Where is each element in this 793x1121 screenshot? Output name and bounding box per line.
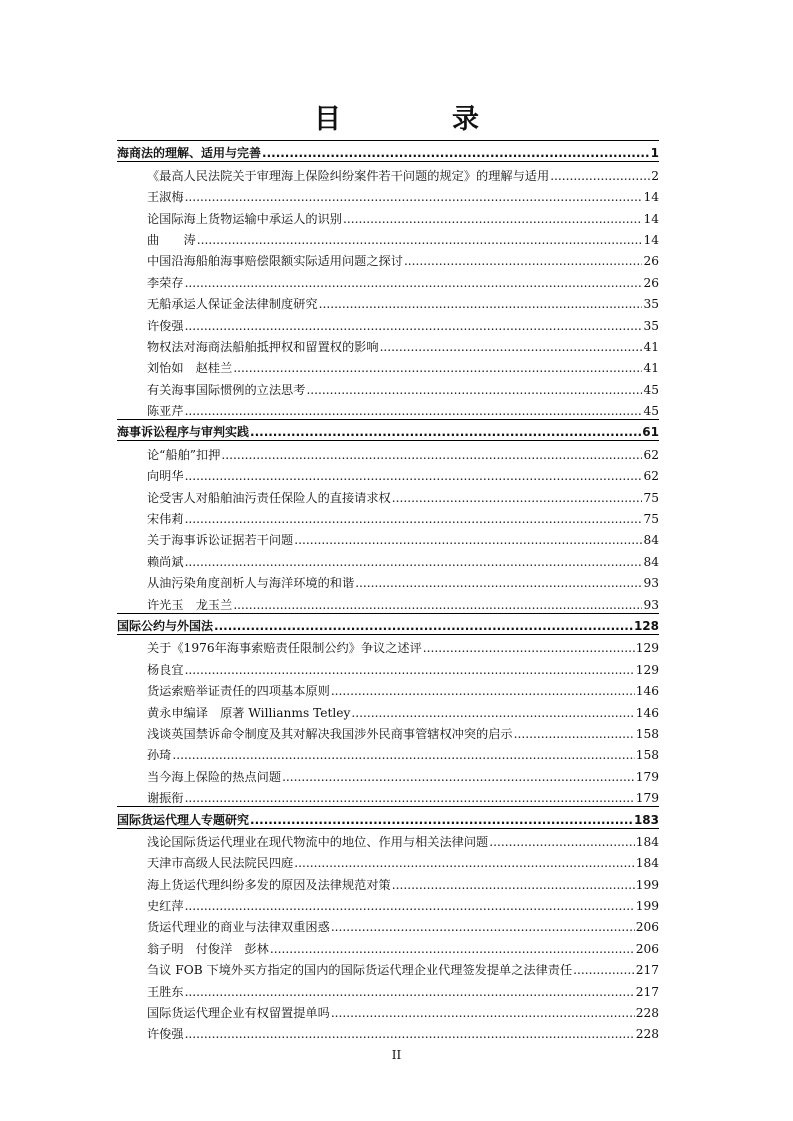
toc-entry-text: 陈亚芹 [147, 404, 184, 419]
toc-page-number: 158 [635, 726, 659, 741]
toc-page-number: 35 [643, 318, 659, 333]
toc-entry-text: 论国际海上货物运输中承运人的识别 [147, 211, 342, 226]
toc-page-number: 206 [635, 941, 659, 956]
toc-entry-text: 王胜东 [147, 984, 184, 999]
toc-page-number: 146 [635, 705, 659, 720]
toc-page-number: 14 [643, 211, 659, 226]
toc-entry-row [117, 334, 659, 355]
toc-leader-dots [351, 705, 634, 721]
toc-entry-row [117, 527, 659, 548]
toc-leader-dots [172, 747, 634, 763]
toc-section-title: 海事诉讼程序与审判实践 [117, 425, 250, 440]
toc-section-row [117, 140, 659, 162]
toc-entry-text: 从油污染角度剖析人与海洋环境的和谐 [147, 576, 355, 591]
toc-entry-row [117, 678, 659, 699]
toc-page-number: 228 [635, 1006, 659, 1021]
toc-entry-row [117, 914, 659, 935]
toc-entry-row [117, 957, 659, 978]
toc-page-number: 184 [635, 856, 659, 871]
toc-entry-row [117, 699, 659, 720]
toc-entry-text: 国际货运代理企业有权留置提单吗 [147, 1006, 330, 1021]
toc-section-title: 海商法的理解、适用与完善 [117, 146, 262, 161]
toc-entry-text: 中国沿海船舶海事赔偿限额实际适用问题之探讨 [147, 254, 403, 269]
toc-page-number: 75 [643, 490, 659, 505]
toc-page-number: 62 [643, 447, 659, 462]
toc-leader-dots [355, 575, 642, 591]
toc-entry-text: 浅论国际货运代理业在现代物流中的地位、作用与相关法律问题 [147, 834, 489, 849]
toc-entry-row [117, 785, 659, 806]
toc-entry-text: 曲 涛 [147, 232, 196, 247]
toc-page-number: 128 [633, 618, 659, 633]
toc-leader-dots [331, 1005, 635, 1021]
toc-entry-text: 物权法对海商法船舶抵押权和留置权的影响 [147, 339, 379, 354]
toc-page-number: 2 [651, 168, 659, 183]
toc-section-row [117, 419, 659, 441]
toc-page-number: 62 [643, 469, 659, 484]
toc-section-row [117, 806, 659, 828]
toc-leader-dots [185, 468, 643, 484]
toc-leader-dots [185, 898, 635, 914]
toc-leader-dots [550, 168, 650, 184]
toc-leader-dots [294, 855, 634, 871]
toc-entry-row [117, 269, 659, 290]
toc-entry-row [117, 721, 659, 742]
toc-section-title: 国际货运代理人专题研究 [117, 812, 250, 827]
toc-entry-row [117, 441, 659, 462]
toc-leader-dots [185, 554, 643, 570]
toc-page-number: 199 [635, 877, 659, 892]
toc-page-number: 93 [643, 597, 659, 612]
toc-leader-dots [306, 382, 642, 398]
toc-page-number: 93 [643, 576, 659, 591]
toc-entry-text: 论受害人对船舶油污责任保险人的直接请求权 [147, 490, 391, 505]
toc-entry-row [117, 312, 659, 333]
toc-page-number: 146 [635, 684, 659, 699]
toc-leader-dots [294, 532, 642, 548]
toc-page-number: 184 [635, 834, 659, 849]
toc-entry-text: 关于《1976年海事索赔责任限制公约》争议之述评 [147, 641, 422, 656]
toc-leader-dots [250, 424, 641, 440]
toc-leader-dots [343, 211, 642, 227]
toc-entry-text: 无船承运人保证金法律制度研究 [147, 297, 318, 312]
toc-page-number: 84 [643, 554, 659, 569]
toc-page-number: 75 [643, 512, 659, 527]
toc-leader-dots [185, 189, 643, 205]
toc-page-number: 158 [635, 748, 659, 763]
toc-leader-dots [233, 597, 642, 613]
toc-entry-text: 有关海事国际惯例的立法思考 [147, 382, 306, 397]
toc-entry-row [117, 205, 659, 226]
toc-leader-dots [392, 877, 635, 893]
toc-entry-row [117, 656, 659, 677]
toc-leader-dots [331, 683, 635, 699]
toc-entry-text: 许俊强 [147, 1027, 184, 1042]
toc-page-number: 14 [643, 232, 659, 247]
toc-leader-dots [573, 962, 635, 978]
toc-entry-text: 史红萍 [147, 899, 184, 914]
toc-leader-dots [380, 339, 643, 355]
table-of-contents [117, 140, 659, 1042]
toc-leader-dots [489, 834, 634, 850]
toc-entry-text: 浅谈英国禁诉命令制度及其对解决我国涉外民商事管辖权冲突的启示 [147, 726, 513, 741]
toc-entry-row [117, 850, 659, 871]
toc-page-number: 45 [643, 404, 659, 419]
toc-leader-dots [185, 662, 635, 678]
toc-page-number: 206 [635, 920, 659, 935]
toc-entry-row [117, 635, 659, 656]
toc-leader-dots [185, 275, 643, 291]
toc-entry-row [117, 398, 659, 419]
toc-leader-dots [185, 984, 635, 1000]
toc-page-number: 217 [635, 984, 659, 999]
page-title: 目 录 [314, 104, 521, 135]
toc-entry-row [117, 742, 659, 763]
toc-entry-row [117, 1021, 659, 1042]
toc-entry-text: 赖尚斌 [147, 554, 184, 569]
toc-entry-row [117, 763, 659, 784]
toc-entry-row [117, 463, 659, 484]
toc-page-number: 41 [643, 339, 659, 354]
toc-entry-text: 当今海上保险的热点问题 [147, 769, 282, 784]
toc-entry-text: 货运代理业的商业与法律双重困惑 [147, 920, 330, 935]
toc-leader-dots [404, 253, 643, 269]
toc-entry-row [117, 248, 659, 269]
toc-entry-text: 向明华 [147, 469, 184, 484]
toc-entry-row [117, 829, 659, 850]
toc-entry-row [117, 935, 659, 956]
toc-entry-text: 宋伟莉 [147, 512, 184, 527]
toc-entry-text: 关于海事诉讼证据若干问题 [147, 533, 294, 548]
toc-leader-dots [221, 447, 642, 463]
toc-entry-text: 刘怡如 赵桂兰 [147, 361, 233, 376]
toc-entry-row [117, 978, 659, 999]
toc-page-number: 26 [643, 275, 659, 290]
toc-entry-text: 《最高人民法院关于审理海上保险纠纷案件若干问题的规定》的理解与适用 [147, 168, 550, 183]
toc-entry-row [117, 291, 659, 312]
toc-leader-dots [233, 360, 642, 376]
toc-entry-row [117, 227, 659, 248]
toc-entry-text: 孙琦 [147, 748, 172, 763]
toc-page-number: 45 [643, 382, 659, 397]
toc-page-number: 41 [643, 361, 659, 376]
toc-page-number: 14 [643, 190, 659, 205]
toc-leader-dots [392, 490, 643, 506]
toc-page-number: 179 [635, 769, 659, 784]
toc-entry-text: 王淑梅 [147, 190, 184, 205]
toc-entry-row [117, 570, 659, 591]
toc-entry-text: 杨良宜 [147, 662, 184, 677]
toc-entry-text: 天津市高级人民法院民四庭 [147, 856, 294, 871]
toc-entry-row [117, 871, 659, 892]
toc-entry-row [117, 548, 659, 569]
toc-entry-row [117, 484, 659, 505]
toc-leader-dots [185, 403, 643, 419]
toc-leader-dots [185, 511, 643, 527]
toc-page-number: 199 [635, 899, 659, 914]
toc-leader-dots [282, 769, 635, 785]
toc-leader-dots [514, 726, 635, 742]
toc-page-number: 35 [643, 297, 659, 312]
toc-leader-dots [319, 296, 643, 312]
toc-entry-text: 论“船舶”扣押 [147, 447, 221, 462]
page-number: II [391, 1048, 402, 1062]
toc-entry-text: 谢振衔 [147, 791, 184, 806]
toc-entry-row [117, 591, 659, 612]
toc-entry-text: 李荣存 [147, 275, 184, 290]
toc-leader-dots [185, 318, 643, 334]
toc-entry-row [117, 355, 659, 376]
toc-entry-text: 海上货运代理纠纷多发的原因及法律规范对策 [147, 877, 391, 892]
toc-entry-text: 翁子明 付俊洋 彭林 [147, 941, 269, 956]
toc-entry-row [117, 184, 659, 205]
toc-page-number: 1 [650, 146, 659, 161]
toc-entry-text: 刍议 FOB 下境外买方指定的国内的国际货运代理企业代理签发提单之法律责任 [147, 963, 573, 978]
toc-entry-row [117, 893, 659, 914]
toc-page-number: 183 [633, 812, 659, 827]
toc-section-title: 国际公约与外国法 [117, 618, 214, 633]
toc-entry-text: 黄永申编译 原著 Willianms Tetley [147, 705, 351, 720]
toc-entry-row [117, 376, 659, 397]
toc-page-number: 61 [642, 425, 659, 440]
toc-leader-dots [214, 618, 633, 634]
toc-leader-dots [331, 919, 635, 935]
toc-leader-dots [197, 232, 643, 248]
toc-entry-row [117, 162, 659, 183]
toc-page-number: 129 [635, 662, 659, 677]
toc-page-number: 129 [635, 641, 659, 656]
toc-leader-dots [185, 1026, 635, 1042]
toc-leader-dots [423, 640, 635, 656]
toc-section-row [117, 613, 659, 635]
toc-entry-row [117, 1000, 659, 1021]
toc-page-number: 84 [643, 533, 659, 548]
toc-entry-row [117, 506, 659, 527]
toc-page-number: 217 [635, 963, 659, 978]
toc-page-number: 179 [635, 791, 659, 806]
toc-leader-dots [262, 145, 650, 161]
toc-leader-dots [250, 812, 633, 828]
toc-page-number: 26 [643, 254, 659, 269]
toc-entry-text: 许俊强 [147, 318, 184, 333]
toc-leader-dots [185, 790, 635, 806]
toc-entry-text: 许光玉 龙玉兰 [147, 597, 233, 612]
toc-entry-text: 货运索赔举证责任的四项基本原则 [147, 684, 330, 699]
toc-page-number: 228 [635, 1027, 659, 1042]
toc-leader-dots [270, 941, 635, 957]
